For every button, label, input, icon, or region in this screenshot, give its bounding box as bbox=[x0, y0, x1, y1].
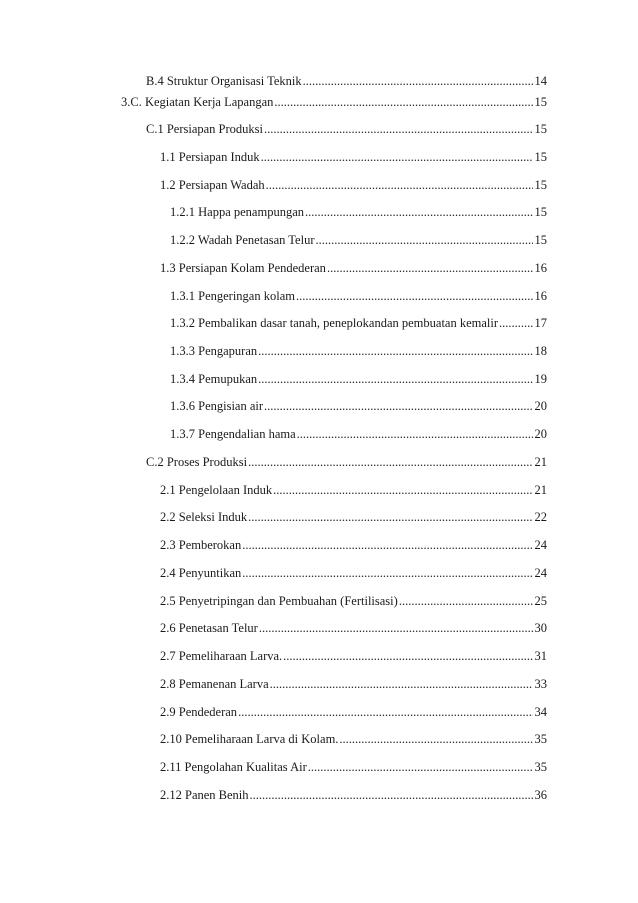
toc-leader-dots bbox=[250, 787, 533, 803]
toc-entry-label: 1.2 Persiapan Wadah bbox=[160, 178, 265, 192]
toc-leader-dots bbox=[308, 759, 533, 775]
toc-page-number: 15 bbox=[534, 150, 547, 164]
toc-entry-2-12[interactable] bbox=[160, 787, 547, 803]
toc-entry-2-7[interactable] bbox=[160, 648, 547, 664]
toc-entry-2-4[interactable] bbox=[160, 565, 547, 581]
toc-entry-label: 2.10 Pemeliharaan Larva di Kolam. bbox=[160, 732, 339, 746]
toc-entry-2-1[interactable] bbox=[160, 482, 547, 498]
toc-entry-label: 1.3.3 Pengapuran bbox=[170, 344, 258, 358]
toc-entry-label: 1.3.1 Pengeringan kolam bbox=[170, 289, 295, 303]
toc-page-number: 16 bbox=[534, 261, 547, 275]
toc-page-number: 31 bbox=[534, 649, 547, 663]
toc-page-number: 25 bbox=[534, 594, 547, 608]
toc-page-number: 33 bbox=[534, 677, 547, 691]
toc-page-number: 14 bbox=[534, 74, 547, 88]
toc-leader-dots bbox=[303, 73, 533, 89]
toc-entry-1-2-2[interactable] bbox=[170, 232, 547, 248]
toc-page-number: 15 bbox=[534, 122, 547, 136]
toc-entry-1-3-1[interactable] bbox=[170, 288, 547, 304]
toc-page-number: 20 bbox=[534, 399, 547, 413]
toc-entry-label: 1.2.2 Wadah Penetasan Telur bbox=[170, 233, 315, 247]
toc-page-number: 18 bbox=[534, 344, 547, 358]
toc-leader-dots bbox=[238, 704, 532, 720]
toc-entry-1-2-1[interactable] bbox=[170, 204, 547, 220]
toc-page-number: 30 bbox=[534, 621, 547, 635]
toc-entry-label: 2.5 Penyetripingan dan Pembuahan (Fertilisasi) bbox=[160, 594, 398, 608]
toc-entry-label: 1.2.1 Happa penampungan bbox=[170, 205, 304, 219]
toc-leader-dots bbox=[273, 482, 532, 498]
toc-leader-dots bbox=[264, 398, 532, 414]
toc-entry-b4[interactable] bbox=[146, 73, 547, 89]
toc-entry-2-5[interactable] bbox=[160, 593, 547, 609]
toc-page-number: 15 bbox=[534, 205, 547, 219]
toc-entry-label: 3.C. Kegiatan Kerja Lapangan bbox=[121, 95, 274, 109]
toc-entry-label: 2.9 Pendederan bbox=[160, 705, 238, 719]
toc-entry-2-6[interactable] bbox=[160, 620, 547, 636]
toc-page-number: 35 bbox=[534, 732, 547, 746]
toc-leader-dots bbox=[327, 260, 533, 276]
toc-leader-dots bbox=[248, 509, 532, 525]
toc-entry-label: B.4 Struktur Organisasi Teknik bbox=[146, 74, 302, 88]
toc-entry-label: 2.1 Pengelolaan Induk bbox=[160, 483, 273, 497]
toc-page-number: 15 bbox=[534, 233, 547, 247]
toc-page-number: 24 bbox=[534, 538, 547, 552]
toc-page-number: 24 bbox=[534, 566, 547, 580]
toc-leader-dots bbox=[305, 204, 533, 220]
toc-entry-label: 1.3 Persiapan Kolam Pendederan bbox=[160, 261, 326, 275]
toc-entry-1-3-4[interactable] bbox=[170, 371, 547, 387]
toc-page-number: 17 bbox=[534, 316, 547, 330]
toc-entry-1-3[interactable] bbox=[160, 260, 547, 276]
toc-leader-dots bbox=[499, 315, 532, 331]
toc-entry-c1[interactable] bbox=[146, 121, 547, 137]
toc-entry-1-1[interactable] bbox=[160, 149, 547, 165]
toc-page-number: 16 bbox=[534, 289, 547, 303]
toc-page-number: 36 bbox=[534, 788, 547, 802]
toc-page-number: 21 bbox=[534, 483, 547, 497]
toc-entry-label: 1.3.6 Pengisian air bbox=[170, 399, 264, 413]
toc-entry-c2[interactable] bbox=[146, 454, 547, 470]
toc-leader-dots bbox=[339, 731, 532, 747]
toc-leader-dots bbox=[266, 177, 533, 193]
toc-entry-label: 2.12 Panen Benih bbox=[160, 788, 249, 802]
toc-entry-label: 1.3.2 Pembalikan dasar tanah, peneplokandan pembuatan kemalir bbox=[170, 316, 499, 330]
toc-page-number: 22 bbox=[534, 510, 547, 524]
toc-entry-1-3-2[interactable] bbox=[170, 315, 547, 331]
toc-page-number: 21 bbox=[534, 455, 547, 469]
toc-leader-dots bbox=[258, 343, 532, 359]
toc-entry-label: 2.6 Penetasan Telur bbox=[160, 621, 258, 635]
toc-entry-1-2[interactable] bbox=[160, 177, 547, 193]
toc-entry-1-3-6[interactable] bbox=[170, 398, 547, 414]
toc-leader-dots bbox=[259, 620, 533, 636]
toc-entry-label: 2.8 Pemanenan Larva bbox=[160, 677, 269, 691]
toc-leader-dots bbox=[261, 149, 533, 165]
toc-entry-label: 1.1 Persiapan Induk bbox=[160, 150, 260, 164]
toc-entry-2-9[interactable] bbox=[160, 704, 547, 720]
toc-leader-dots bbox=[264, 121, 532, 137]
toc-entry-2-3[interactable] bbox=[160, 537, 547, 553]
toc-entry-label: C.1 Persiapan Produksi bbox=[146, 122, 264, 136]
toc-entry-label: 2.2 Seleksi Induk bbox=[160, 510, 248, 524]
toc-page-number: 34 bbox=[534, 705, 547, 719]
toc-entry-2-10[interactable] bbox=[160, 731, 547, 747]
toc-page-number: 19 bbox=[534, 372, 547, 386]
toc-leader-dots bbox=[242, 537, 532, 553]
toc-leader-dots bbox=[296, 288, 533, 304]
toc-entry-2-2[interactable] bbox=[160, 509, 547, 525]
toc-leader-dots bbox=[316, 232, 533, 248]
toc-page-number: 15 bbox=[534, 178, 547, 192]
toc-entry-label: 1.3.4 Pemupukan bbox=[170, 372, 258, 386]
toc-leader-dots bbox=[274, 94, 532, 110]
toc-entry-3c[interactable] bbox=[121, 94, 547, 110]
toc-entry-1-3-7[interactable] bbox=[170, 426, 547, 442]
toc-leader-dots bbox=[248, 454, 532, 470]
toc-leader-dots bbox=[399, 593, 533, 609]
toc-leader-dots bbox=[283, 648, 532, 664]
toc-leader-dots bbox=[258, 371, 532, 387]
toc-entry-label: C.2 Proses Produksi bbox=[146, 455, 248, 469]
toc-page-number: 20 bbox=[534, 427, 547, 441]
toc-leader-dots bbox=[270, 676, 533, 692]
toc-entry-2-11[interactable] bbox=[160, 759, 547, 775]
toc-entry-2-8[interactable] bbox=[160, 676, 547, 692]
toc-entry-label: 1.3.7 Pengendalian hama bbox=[170, 427, 296, 441]
toc-page-number: 35 bbox=[534, 760, 547, 774]
toc-leader-dots bbox=[297, 426, 533, 442]
toc-page-number: 15 bbox=[534, 95, 547, 109]
toc-leader-dots bbox=[242, 565, 532, 581]
toc-entry-1-3-3[interactable] bbox=[170, 343, 547, 359]
toc-entry-label: 2.4 Penyuntikan bbox=[160, 566, 242, 580]
toc-entry-label: 2.3 Pemberokan bbox=[160, 538, 242, 552]
toc-entry-label: 2.11 Pengolahan Kualitas Air bbox=[160, 760, 307, 774]
toc-entry-label: 2.7 Pemeliharaan Larva. bbox=[160, 649, 283, 663]
